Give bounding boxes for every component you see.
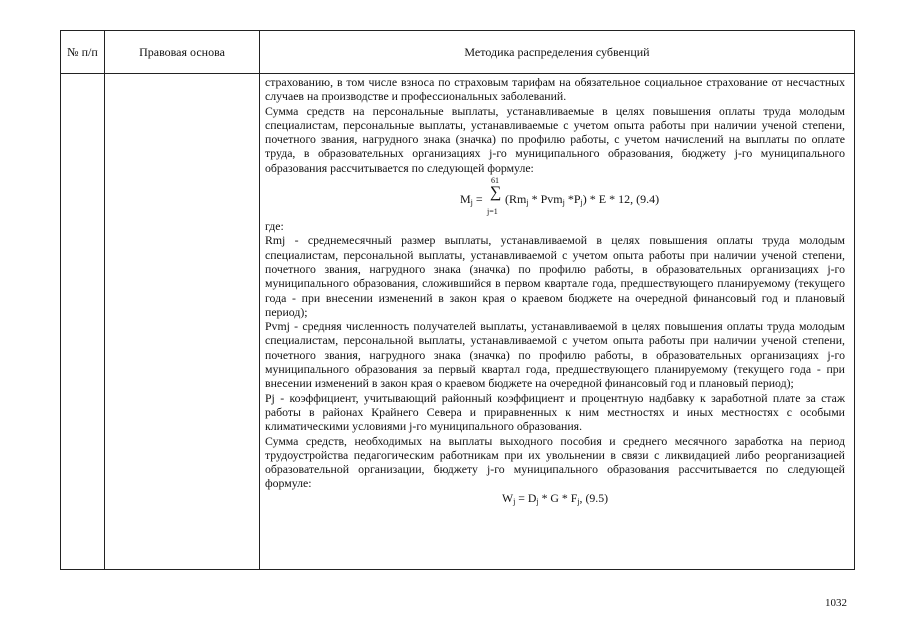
paragraph-rmj: Rmj - среднемесячный размер выплаты, устанавливаемой в целях повышения оплаты труда молодым специалистам, персональной выплаты, устанавливаемой с учетом опыта работы при наличии ученой степени, почетного звания, нагрудного знака (значка) по профилю работы, в образовательных организациях j-го муниципального образования, сложившийся в первом квартале года, предшествующего планируемому (текущего года - при внесении изменений в закон края о краевом бюджете на очередной финансовый год и плановый период); xyxy=(265,233,845,319)
paragraph-pvmj: Pvmj - средняя численность получателей выплаты, устанавливаемой в целях повышения оплаты труда молодым специалистам, персональной выплаты, устанавливаемой с учетом опыта работы при наличии ученой степени, почетного звания, нагрудного знака (значка) по профилю работы, в образовательных организациях j-го муниципального образования за первый квартал года, предшествующего планируемому (текущего года - при внесении изменений в закон края о краевом бюджете на очередной финансовый год и плановый период); xyxy=(265,319,845,391)
formula-lhs: $M_j$ = xyxy=(460,192,483,208)
page-number: 1032 xyxy=(825,597,847,609)
column-divider xyxy=(104,31,105,569)
sum-symbol: ∑ xyxy=(490,184,502,202)
header-methodology: Методика распределения субвенций xyxy=(464,45,650,59)
paragraph-pj: Pj - коэффициент, учитывающий районный коэффициент и процентную надбавку к заработной плате за стаж работы в районах Крайнего Севера и приравненных к ним местностях и иных местностях с особыми климатическими условиями j-го муниципального образования. xyxy=(265,390,845,434)
formula-9-5: $W_j = D_j * G * F_j$, (9.5) xyxy=(501,490,609,506)
sum-upper-limit: 61 xyxy=(491,176,499,186)
methodology-table xyxy=(60,30,855,570)
formula-9-4 xyxy=(265,175,845,219)
paragraph: Сумма средств, необходимых на выплаты выходного пособия и среднего месячного заработка на период трудоустройства педагогическим работникам при их увольнении в связи с ликвидацией либо реорганизацией образовательной организации, бюджету j-го муниципального образования рассчитывается по следующей формуле: xyxy=(265,433,845,491)
sum-lower-limit: j=1 xyxy=(487,207,498,217)
methodology-content xyxy=(265,75,845,509)
header-divider xyxy=(61,73,854,74)
paragraph: страхованию, в том числе взноса по страховым тарифам на обязательное социальное страхование от несчастных случаев на производстве и профессиональных заболеваний. xyxy=(265,75,845,104)
paragraph: Сумма средств на персональные выплаты, устанавливаемые в целях повышения оплаты труда молодым специалистам, персональные выплаты, устанавливаемые с учетом опыта работы при наличии ученой степени, почетного звания, нагрудного знака (значка) по профилю работы, с учетом начислений на выплаты по оплате труда, в образовательных организациях j-го муниципального образования, бюджету j-го муниципального образования рассчитывается по следующей формуле: xyxy=(265,103,845,175)
where-label: где: xyxy=(265,219,284,234)
header-number: № п/п xyxy=(67,45,98,59)
formula-rhs: ($Rm_j * Pvm_j$ $*P_j$) * E * 12, (9.4) xyxy=(505,192,660,208)
header-legal-basis: Правовая основа xyxy=(139,45,225,59)
column-divider xyxy=(259,31,260,569)
